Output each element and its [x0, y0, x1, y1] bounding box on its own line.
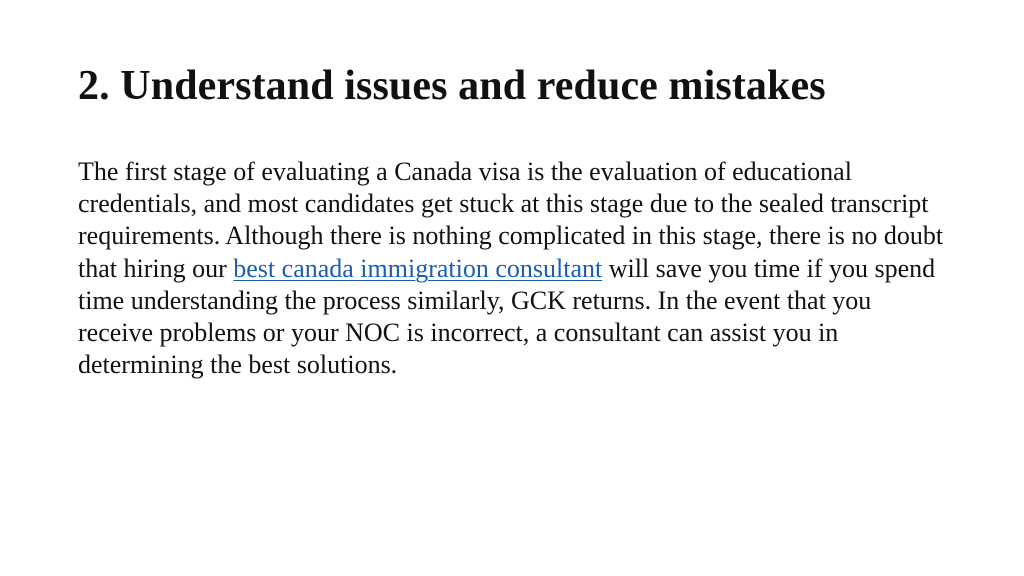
slide-title: 2. Understand issues and reduce mistakes [78, 63, 826, 109]
body-paragraph [78, 156, 948, 381]
consultant-link[interactable]: best canada immigration consultant [233, 253, 603, 283]
paragraph-text-before-link: The first stage of evaluating a Canada visa is the evaluation of educational credentials, and most candidates get stuck at this stage due to the sealed transcript requirements. Although there is nothing complicated in this stage, there is no doubt that hiring our [78, 157, 944, 283]
paragraph-text-after-link: will save you time if you spend time understanding the process similarly, GCK returns. In the event that you receive problems or your NOC is incorrect, a consultant can assist you in determining the best solutions. [78, 253, 936, 380]
